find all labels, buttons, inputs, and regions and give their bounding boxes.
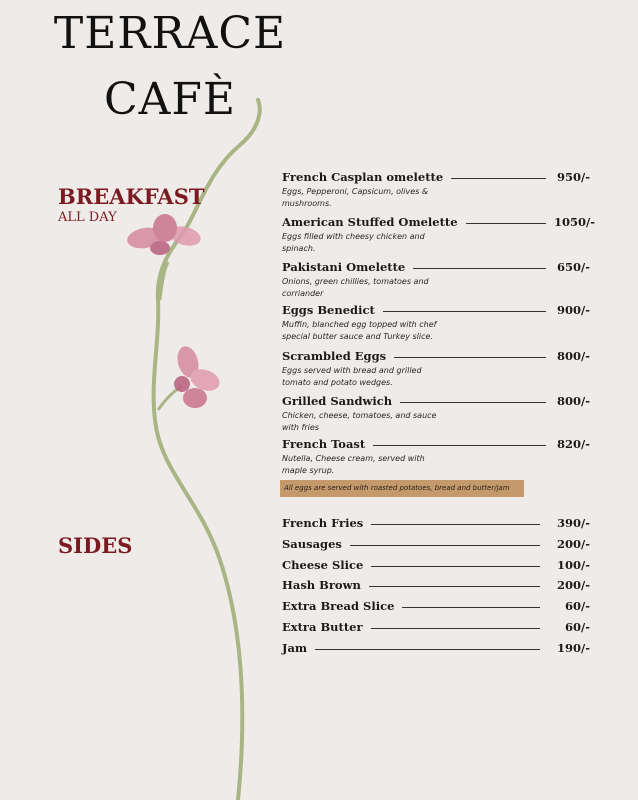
item-description: Eggs, Pepperoni, Capsicum, olives & mushrooms. bbox=[282, 187, 429, 208]
item-name: Scrambled Eggs bbox=[282, 349, 387, 363]
breakfast-subheading: ALL DAY bbox=[58, 210, 117, 225]
page-title-line1: TERRACE bbox=[53, 8, 287, 59]
item-price: 200/- bbox=[557, 578, 590, 592]
item-price: 190/- bbox=[557, 641, 590, 655]
breakfast-note: All eggs are served with roasted potatoes, bread and butter/jam bbox=[280, 480, 524, 497]
item-name: French Toast bbox=[282, 437, 366, 451]
item-name: Eggs Benedict bbox=[282, 303, 375, 317]
side-item bbox=[282, 640, 590, 656]
item-description: Eggs served with bread and grilled tomato and potato wedges. bbox=[282, 366, 422, 387]
item-price: 800/- bbox=[557, 349, 590, 363]
item-price: 900/- bbox=[557, 303, 590, 317]
item-name: Grilled Sandwich bbox=[282, 394, 393, 408]
menu-item bbox=[282, 302, 590, 343]
side-item bbox=[282, 557, 590, 573]
item-name: Pakistani Omelette bbox=[282, 260, 406, 274]
side-item bbox=[282, 536, 590, 552]
item-name: Extra Butter bbox=[282, 620, 363, 634]
item-name: Sausages bbox=[282, 537, 342, 551]
item-price: 60/- bbox=[565, 620, 590, 634]
menu-item bbox=[282, 393, 590, 434]
side-item bbox=[282, 577, 590, 593]
menu-item bbox=[282, 214, 595, 255]
item-description: Muffin, blanched egg topped with chef special butter sauce and Turkey slice. bbox=[282, 320, 437, 341]
item-name: Hash Brown bbox=[282, 578, 361, 592]
menu-item bbox=[282, 436, 590, 477]
item-price: 650/- bbox=[557, 260, 590, 274]
item-description: Nutella, Cheese cream, served with maple syrup. bbox=[282, 454, 425, 475]
item-name: Jam bbox=[282, 641, 308, 655]
item-name: French Casplan omelette bbox=[282, 170, 444, 184]
sides-heading: SIDES bbox=[58, 533, 133, 558]
item-name: American Stuffed Omelette bbox=[282, 215, 458, 229]
item-price: 1050/- bbox=[554, 215, 595, 229]
item-description: Onions, green chillies, tomatoes and corriander bbox=[282, 277, 429, 298]
side-item bbox=[282, 515, 590, 531]
item-price: 950/- bbox=[557, 170, 590, 184]
breakfast-heading: BREAKFAST bbox=[58, 184, 205, 209]
item-name: French Fries bbox=[282, 516, 364, 530]
item-description: Eggs filled with cheesy chicken and spinach. bbox=[282, 232, 425, 253]
item-price: 820/- bbox=[557, 437, 590, 451]
item-description: Chicken, cheese, tomatoes, and sauce with fries bbox=[282, 411, 437, 432]
item-price: 390/- bbox=[557, 516, 590, 530]
item-price: 200/- bbox=[557, 537, 590, 551]
side-item bbox=[282, 598, 590, 614]
flower-bottom-icon bbox=[174, 344, 223, 408]
page-title-line2: CAFÈ bbox=[103, 74, 237, 125]
menu-item bbox=[282, 169, 590, 210]
menu-item bbox=[282, 348, 590, 389]
menu-item bbox=[282, 259, 590, 300]
side-item bbox=[282, 619, 590, 635]
item-name: Extra Bread Slice bbox=[282, 599, 395, 613]
item-price: 100/- bbox=[557, 558, 590, 572]
item-price: 800/- bbox=[557, 394, 590, 408]
item-name: Cheese Slice bbox=[282, 558, 364, 572]
item-price: 60/- bbox=[565, 599, 590, 613]
